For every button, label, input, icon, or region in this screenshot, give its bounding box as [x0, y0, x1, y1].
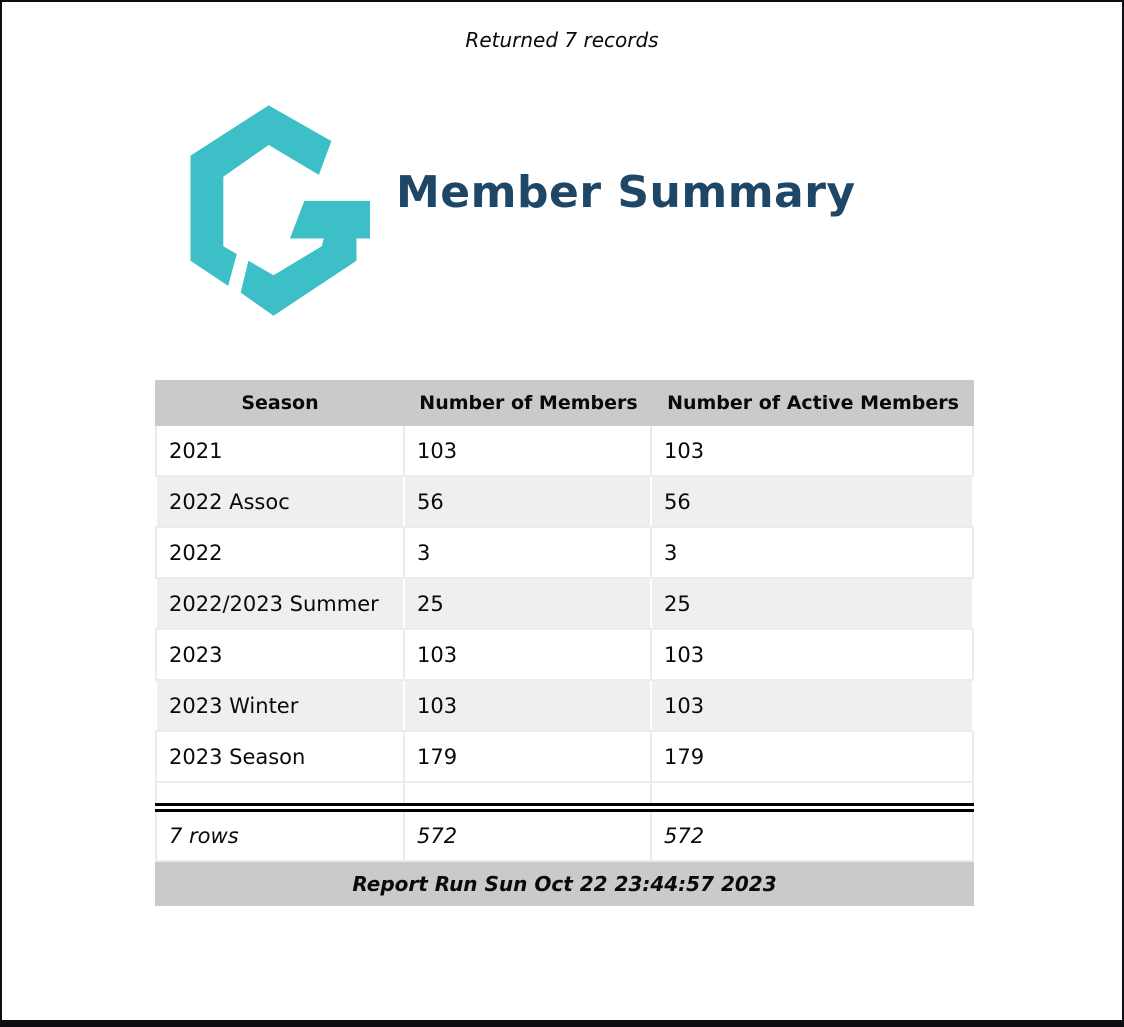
season-cell: 2022 [155, 528, 405, 577]
active-members-cell: 103 [652, 681, 974, 730]
totals-row [155, 812, 974, 862]
season-cell: 2023 Season [155, 732, 405, 781]
column-header-active-members: Number of Active Members [667, 392, 959, 414]
table-row [155, 477, 974, 528]
table-row [155, 732, 974, 783]
g-hexagon-logo-svg [177, 101, 370, 324]
active-members-cell: 103 [652, 426, 974, 475]
season-cell: 2022/2023 Summer [155, 579, 405, 628]
active-members-cell: 3 [652, 528, 974, 577]
season-cell: 2023 Winter [155, 681, 405, 730]
column-header-members: Number of Members [419, 392, 638, 414]
table-row [155, 528, 974, 579]
g-hexagon-logo [177, 101, 370, 324]
table-row [155, 630, 974, 681]
members-cell: 179 [405, 732, 652, 781]
column-header-season: Season [241, 392, 319, 414]
totals-row-count: 7 rows [155, 812, 405, 860]
members-cell: 103 [405, 630, 652, 679]
members-cell: 25 [405, 579, 652, 628]
empty-spacer-row [155, 783, 974, 803]
records-returned-caption: Returned 7 records [465, 28, 659, 52]
page-title: Member Summary [396, 167, 856, 218]
spacer-cell [405, 783, 652, 803]
season-cell: 2023 [155, 630, 405, 679]
active-members-cell: 179 [652, 732, 974, 781]
season-cell: 2022 Assoc [155, 477, 405, 526]
table-body [155, 426, 974, 783]
active-members-cell: 25 [652, 579, 974, 628]
table-row [155, 681, 974, 732]
members-cell: 103 [405, 681, 652, 730]
table-row [155, 426, 974, 477]
member-summary-table [155, 380, 974, 906]
members-cell: 103 [405, 426, 652, 475]
table-row [155, 579, 974, 630]
totals-active-members: 572 [652, 812, 974, 860]
table-header-row [155, 380, 974, 426]
members-cell: 3 [405, 528, 652, 577]
double-rule-divider [155, 803, 974, 812]
totals-members: 572 [405, 812, 652, 860]
spacer-cell [155, 783, 405, 803]
season-cell: 2021 [155, 426, 405, 475]
active-members-cell: 56 [652, 477, 974, 526]
members-cell: 56 [405, 477, 652, 526]
report-run-banner: Report Run Sun Oct 22 23:44:57 2023 [155, 862, 974, 906]
spacer-cell [652, 783, 974, 803]
active-members-cell: 103 [652, 630, 974, 679]
